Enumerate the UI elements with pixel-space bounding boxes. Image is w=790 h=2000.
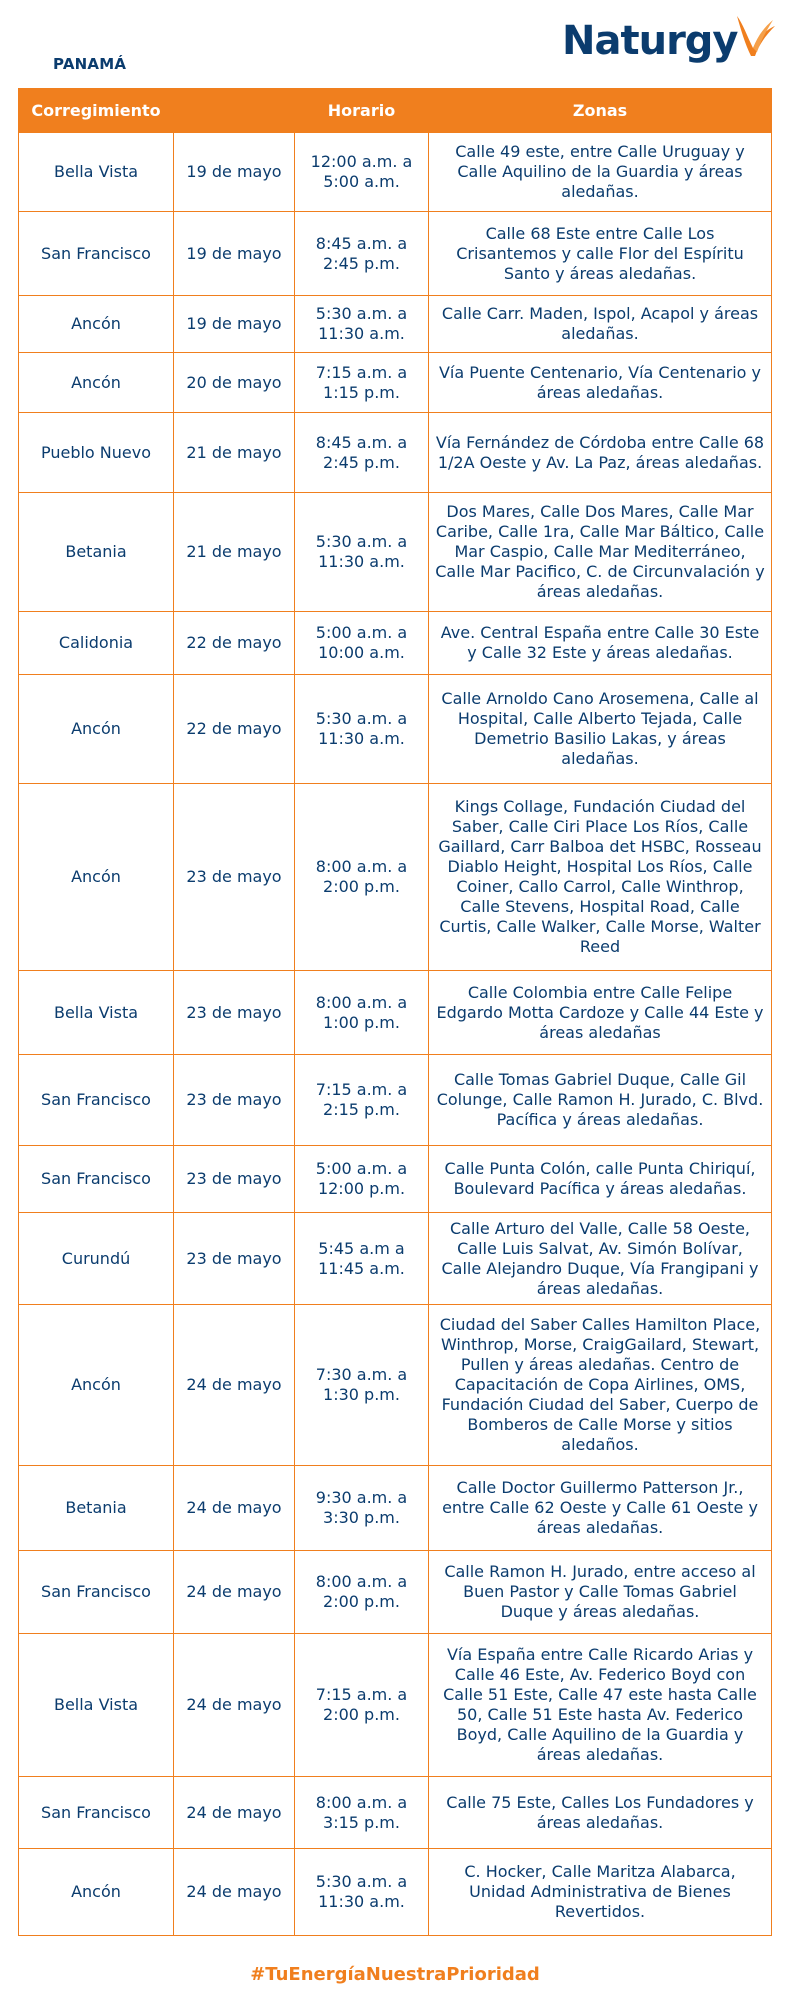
cell-corregimiento: Calidonia xyxy=(19,612,174,675)
cell-horario: 8:45 a.m. a 2:45 p.m. xyxy=(295,413,429,493)
table-row xyxy=(19,212,772,296)
cell-corregimiento: Pueblo Nuevo xyxy=(19,413,174,493)
table-row xyxy=(19,1213,772,1305)
table-row xyxy=(19,784,772,971)
cell-date: 23 de mayo xyxy=(174,1213,295,1305)
table-row xyxy=(19,1055,772,1146)
cell-zonas: Calle Arturo del Valle, Calle 58 Oeste, Calle Luis Salvat, Av. Simón Bolívar, Calle Alejandro Duque, Vía Frangipani y áreas aledañas. xyxy=(429,1213,772,1305)
header-horario: Horario xyxy=(295,89,429,133)
cell-zonas: Calle Arnoldo Cano Arosemena, Calle al Hospital, Calle Alberto Tejada, Calle Demetrio Basilio Lakas, y áreas aledañas. xyxy=(429,675,772,784)
table-row xyxy=(19,1777,772,1849)
cell-zonas: Ciudad del Saber Calles Hamilton Place, Winthrop, Morse, CraigGailard, Stewart, Pullen y áreas aledañas. Centro de Capacitación de Copa Airlines, OMS, Fundación Ciudad del Saber, Cuerpo de Bomberos de Calle Morse y sitios aledaños. xyxy=(429,1305,772,1466)
cell-zonas: Calle 49 este, entre Calle Uruguay y Calle Aquilino de la Guardia y áreas aledañas. xyxy=(429,133,772,212)
cell-horario: 7:15 a.m. a 2:15 p.m. xyxy=(295,1055,429,1146)
cell-date: 23 de mayo xyxy=(174,784,295,971)
table-row xyxy=(19,353,772,413)
cell-corregimiento: San Francisco xyxy=(19,1146,174,1213)
cell-horario: 7:15 a.m. a 1:15 p.m. xyxy=(295,353,429,413)
naturgy-butterfly-icon xyxy=(733,14,777,58)
cell-corregimiento: Bella Vista xyxy=(19,971,174,1055)
cell-zonas: Calle Ramon H. Jurado, entre acceso al Buen Pastor y Calle Tomas Gabriel Duque y áreas aledañas. xyxy=(429,1551,772,1634)
cell-corregimiento: San Francisco xyxy=(19,1055,174,1146)
cell-zonas: Dos Mares, Calle Dos Mares, Calle Mar Caribe, Calle 1ra, Calle Mar Báltico, Calle Mar Caspio, Calle Mar Mediterráneo, Calle Mar Pacifico, C. de Circunvalación y áreas aledañas. xyxy=(429,493,772,612)
cell-zonas: Calle Punta Colón, calle Punta Chiriquí, Boulevard Pacífica y áreas aledañas. xyxy=(429,1146,772,1213)
cell-date: 24 de mayo xyxy=(174,1634,295,1777)
cell-corregimiento: Betania xyxy=(19,493,174,612)
cell-date: 22 de mayo xyxy=(174,675,295,784)
cell-corregimiento: Ancón xyxy=(19,675,174,784)
cell-corregimiento: Ancón xyxy=(19,1305,174,1466)
footer-hashtag: #TuEnergíaNuestraPrioridad xyxy=(250,1964,540,1985)
cell-horario: 8:00 a.m. a 1:00 p.m. xyxy=(295,971,429,1055)
cell-horario: 5:30 a.m. a 11:30 a.m. xyxy=(295,296,429,353)
cell-date: 23 de mayo xyxy=(174,1055,295,1146)
country-label: PANAMÁ xyxy=(53,55,127,73)
cell-date: 24 de mayo xyxy=(174,1305,295,1466)
cell-corregimiento: San Francisco xyxy=(19,1777,174,1849)
cell-horario: 8:45 a.m. a 2:45 p.m. xyxy=(295,212,429,296)
cell-horario: 5:30 a.m. a 11:30 a.m. xyxy=(295,493,429,612)
cell-zonas: Vía Puente Centenario, Vía Centenario y áreas aledañas. xyxy=(429,353,772,413)
cell-date: 20 de mayo xyxy=(174,353,295,413)
table-row xyxy=(19,493,772,612)
header-zonas: Zonas xyxy=(429,89,772,133)
cell-horario: 5:45 a.m a 11:45 a.m. xyxy=(295,1213,429,1305)
cell-corregimiento: Bella Vista xyxy=(19,133,174,212)
cell-horario: 12:00 a.m. a 5:00 a.m. xyxy=(295,133,429,212)
cell-corregimiento: Curundú xyxy=(19,1213,174,1305)
table-row xyxy=(19,1551,772,1634)
cell-corregimiento: Betania xyxy=(19,1466,174,1551)
table-row xyxy=(19,413,772,493)
cell-date: 19 de mayo xyxy=(174,296,295,353)
table-row xyxy=(19,1849,772,1936)
cell-date: 19 de mayo xyxy=(174,133,295,212)
cell-date: 22 de mayo xyxy=(174,612,295,675)
cell-zonas: Calle Doctor Guillermo Patterson Jr., entre Calle 62 Oeste y Calle 61 Oeste y áreas aledañas. xyxy=(429,1466,772,1551)
cell-zonas: Calle Colombia entre Calle Felipe Edgardo Motta Cardoze y Calle 44 Este y áreas aledañas xyxy=(429,971,772,1055)
cell-zonas: Calle 75 Este, Calles Los Fundadores y áreas aledañas. xyxy=(429,1777,772,1849)
cell-corregimiento: Bella Vista xyxy=(19,1634,174,1777)
table-row xyxy=(19,971,772,1055)
cell-horario: 8:00 a.m. a 2:00 p.m. xyxy=(295,784,429,971)
table-row xyxy=(19,1634,772,1777)
cell-date: 23 de mayo xyxy=(174,1146,295,1213)
table-row xyxy=(19,675,772,784)
cell-corregimiento: San Francisco xyxy=(19,1551,174,1634)
cell-date: 19 de mayo xyxy=(174,212,295,296)
cell-horario: 8:00 a.m. a 3:15 p.m. xyxy=(295,1777,429,1849)
cell-horario: 5:30 a.m. a 11:30 a.m. xyxy=(295,1849,429,1936)
cell-date: 24 de mayo xyxy=(174,1466,295,1551)
cell-zonas: Kings Collage, Fundación Ciudad del Saber, Calle Ciri Place Los Ríos, Calle Gaillard, Carr Balboa det HSBC, Rosseau Diablo Height, Hospital Los Ríos, Calle Coiner, Callo Carrol, Calle Winthrop, Calle Stevens, Hospital Road, Calle Curtis, Calle Walker, Calle Morse, Walter Reed xyxy=(429,784,772,971)
cell-horario: 9:30 a.m. a 3:30 p.m. xyxy=(295,1466,429,1551)
cell-corregimiento: Ancón xyxy=(19,784,174,971)
cell-horario: 5:30 a.m. a 11:30 a.m. xyxy=(295,675,429,784)
cell-date: 24 de mayo xyxy=(174,1777,295,1849)
cell-corregimiento: Ancón xyxy=(19,353,174,413)
cell-corregimiento: San Francisco xyxy=(19,212,174,296)
table-row xyxy=(19,1305,772,1466)
cell-date: 21 de mayo xyxy=(174,413,295,493)
cell-horario: 7:30 a.m. a 1:30 p.m. xyxy=(295,1305,429,1466)
cell-corregimiento: Ancón xyxy=(19,296,174,353)
logo-wordmark: Naturgy xyxy=(562,18,738,64)
cell-date: 23 de mayo xyxy=(174,971,295,1055)
cell-horario: 5:00 a.m. a 12:00 p.m. xyxy=(295,1146,429,1213)
cell-zonas: C. Hocker, Calle Maritza Alabarca, Unidad Administrativa de Bienes Revertidos. xyxy=(429,1849,772,1936)
cell-zonas: Ave. Central España entre Calle 30 Este y Calle 32 Este y áreas aledañas. xyxy=(429,612,772,675)
cell-zonas: Calle Carr. Maden, Ispol, Acapol y áreas aledañas. xyxy=(429,296,772,353)
table-header-row xyxy=(19,89,772,133)
cell-corregimiento: Ancón xyxy=(19,1849,174,1936)
naturgy-logo xyxy=(562,10,777,74)
cell-zonas: Vía Fernández de Córdoba entre Calle 68 1/2A Oeste y Av. La Paz, áreas aledañas. xyxy=(429,413,772,493)
cell-zonas: Calle Tomas Gabriel Duque, Calle Gil Colunge, Calle Ramon H. Jurado, C. Blvd. Pacífica y áreas aledañas. xyxy=(429,1055,772,1146)
cell-zonas: Vía España entre Calle Ricardo Arias y Calle 46 Este, Av. Federico Boyd con Calle 51 Este, Calle 47 este hasta Calle 50, Calle 51 Este hasta Av. Federico Boyd, Calle Aquilino de la Guardia y áreas aledañas. xyxy=(429,1634,772,1777)
outage-schedule-table xyxy=(18,88,772,1936)
table-row xyxy=(19,296,772,353)
cell-horario: 7:15 a.m. a 2:00 p.m. xyxy=(295,1634,429,1777)
header-corregimiento: Corregimiento xyxy=(19,89,174,133)
table-row xyxy=(19,612,772,675)
cell-date: 24 de mayo xyxy=(174,1551,295,1634)
table-row xyxy=(19,1146,772,1213)
cell-date: 21 de mayo xyxy=(174,493,295,612)
cell-date: 24 de mayo xyxy=(174,1849,295,1936)
cell-horario: 8:00 a.m. a 2:00 p.m. xyxy=(295,1551,429,1634)
cell-zonas: Calle 68 Este entre Calle Los Crisantemos y calle Flor del Espíritu Santo y áreas aledañas. xyxy=(429,212,772,296)
cell-horario: 5:00 a.m. a 10:00 a.m. xyxy=(295,612,429,675)
header-date xyxy=(174,89,295,133)
table-row xyxy=(19,133,772,212)
table-row xyxy=(19,1466,772,1551)
